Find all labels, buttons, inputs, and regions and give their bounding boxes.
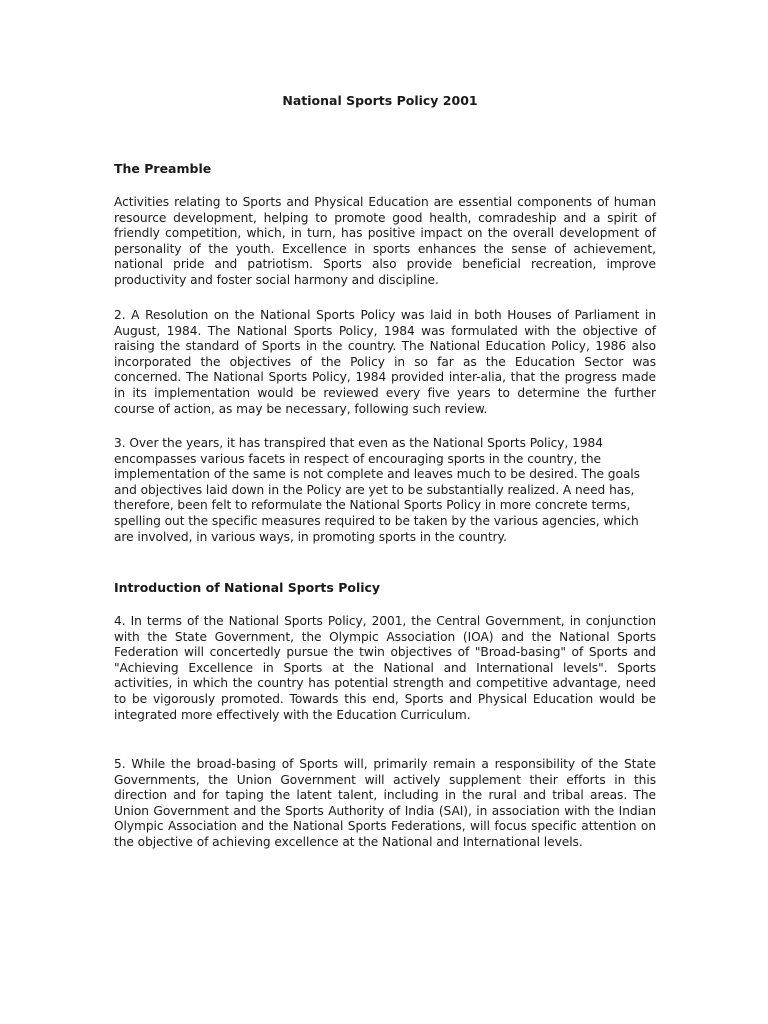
- paragraph-2: 2. A Resolution on the National Sports Policy was laid in both Houses of Parliament in August, 1984. The National Sports Policy, 1984 was formulated with the objective of raising the standard of Sports in the country. The National Education Policy, 1986 also incorporated the objectives of the Policy in so far as the Education Sector was concerned. The National Sports Policy, 1984 provided inter-alia, that the progress made in its implementation would be reviewed every five years to determine the further course of action, as may be necessary, following such review.: [114, 308, 656, 416]
- paragraph-3: 3. Over the years, it has transpired that even as the National Sports Policy, 1984 encompasses various facets in respect of encouraging sports in the country, the implementation of the same is not complete and leaves much to be desired. The goals and objectives laid down in the Policy are yet to be substantially realized. A need has, therefore, been felt to reformulate the National Sports Policy in more concrete terms, spelling out the specific measures required to be taken by the various agencies, which are involved, in various ways, in promoting sports in the country.: [114, 436, 640, 544]
- preamble-heading: The Preamble: [114, 161, 212, 176]
- introduction-heading: Introduction of National Sports Policy: [114, 580, 381, 595]
- paragraph-preamble: Activities relating to Sports and Physical Education are essential components of human resource development, helping to promote good health, comradeship and a spirit of friendly competition, which, in turn, has positive impact on the overall development of personality of the youth. Excellence in sports enhances the sense of achievement, national pride and patriotism. Sports also provide beneficial recreation, improve productivity and foster social harmony and discipline.: [114, 195, 656, 287]
- document-title: National Sports Policy 2001: [282, 93, 478, 108]
- paragraph-5: 5. While the broad-basing of Sports will, primarily remain a responsibility of the State Governments, the Union Government will actively supplement their efforts in this direction and for taping the latent talent, including in the rural and tribal areas. The Union Government and the Sports Authority of India (SAI), in association with the Indian Olympic Association and the National Sports Federations, will focus specific attention on the objective of achieving excellence at the National and International levels.: [114, 757, 656, 849]
- paragraph-4: 4. In terms of the National Sports Policy, 2001, the Central Government, in conjunction with the State Government, the Olympic Association (IOA) and the National Sports Federation will concertedly pursue the twin objectives of "Broad-basing" of Sports and "Achieving Excellence in Sports at the National and International levels". Sports activities, in which the country has potential strength and competitive advantage, need to be vigorously promoted. Towards this end, Sports and Physical Education would be integrated more effectively with the Education Curriculum.: [114, 614, 656, 722]
